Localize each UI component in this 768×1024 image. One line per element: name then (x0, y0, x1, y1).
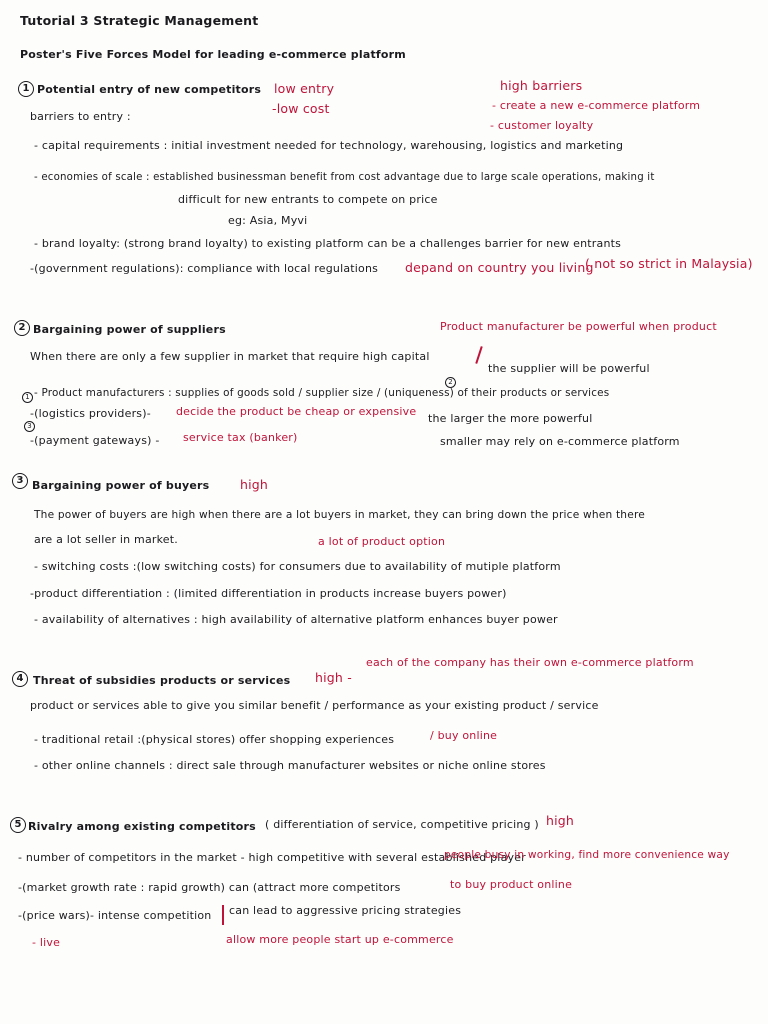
section-4-rating: high - (315, 670, 352, 685)
note-start-up: allow more people start up e-commerce (226, 933, 454, 946)
list-item: - capital requirements : initial investment needed for technology, warehousing, logistics and marketing (34, 139, 624, 152)
note-product-option: a lot of product option (318, 535, 446, 548)
list-item: - Product manufacturers : supplies of goods sold / supplier size / (uniqueness) of their products or services (34, 387, 610, 399)
section-5-heading-detail: ( differentiation of service, competitive pricing ) (265, 818, 539, 831)
section-number-4: 4 (12, 671, 28, 687)
list-item: - traditional retail :(physical stores) offer shopping experiences (34, 733, 395, 746)
note-low-cost: -low cost (272, 101, 330, 116)
note-cheap-expensive: decide the product be cheap or expensive (176, 405, 417, 418)
section-5-heading: Rivalry among existing competitors (28, 820, 256, 833)
marker-2: 2 (445, 377, 456, 388)
note-buy-online: / buy online (430, 729, 498, 742)
marker-1: 1 (22, 392, 33, 403)
paragraph-continued: are a lot seller in market. (34, 533, 178, 546)
section-3-heading: Bargaining power of buyers (32, 479, 210, 492)
section-5-rating: high (546, 813, 575, 828)
list-item: - live (32, 936, 61, 949)
section-3-rating: high (240, 477, 269, 492)
list-item-continued: can lead to aggressive pricing strategies (229, 904, 462, 917)
section-number-2: 2 (14, 320, 30, 336)
list-item: - availability of alternatives : high availability of alternative platform enhances buyer power (34, 613, 558, 626)
page-title: Tutorial 3 Strategic Management (20, 13, 259, 28)
note-buy-product-online: to buy product online (450, 878, 573, 891)
section-number-1: 1 (18, 81, 34, 97)
paragraph: The power of buyers are high when there are a lot buyers in market, they can bring down the price when there (34, 509, 645, 521)
note-high-barriers: high barriers (500, 78, 583, 93)
list-item: -(government regulations): compliance with local regulations (30, 262, 379, 275)
list-item: -(market growth rate : rapid growth) can (attract more competitors (18, 881, 401, 894)
section-number-5: 5 (10, 817, 26, 833)
divider-mark (222, 905, 224, 925)
barriers-intro: barriers to entry : (30, 110, 131, 123)
list-item: -(price wars)- intense competition (18, 909, 212, 922)
page-subtitle: Poster's Five Forces Model for leading e-commerce platform (20, 48, 406, 61)
list-item: - brand loyalty: (strong brand loyalty) to existing platform can be a challenges barrier for new entrants (34, 237, 622, 250)
section-number-3: 3 (12, 473, 28, 489)
list-item-continued: difficult for new entrants to compete on price (178, 193, 438, 206)
note-service-tax: service tax (banker) (183, 431, 298, 444)
list-item: -(payment gateways) - (30, 434, 160, 447)
note-not-strict-malaysia: ( not so strict in Malaysia) (585, 256, 753, 271)
list-item: - number of competitors in the market - high competitive with several established player (18, 851, 526, 864)
note-customer-loyalty: - customer loyalty (490, 119, 594, 132)
list-item: - economies of scale : established businessman benefit from cost advantage due to large scale operations, making it (34, 172, 655, 183)
note-low-entry: low entry (274, 81, 335, 96)
section-4-heading: Threat of subsidies products or services (33, 674, 291, 687)
note-own-platform: each of the company has their own e-commerce platform (366, 656, 694, 669)
note-convenience: people busy in working, find more convenience way (444, 849, 730, 861)
note-depends-country: depand on country you living (405, 260, 594, 275)
marker-3: 3 (24, 421, 35, 432)
list-item: - switching costs :(low switching costs) for consumers due to availability of mutiple platform (34, 560, 561, 573)
suppliers-line-continued: the supplier will be powerful (488, 362, 650, 375)
note-create-platform: - create a new e-commerce platform (492, 99, 701, 112)
section-1-heading: Potential entry of new competitors (37, 83, 262, 96)
note-manufacturer-powerful: Product manufacturer be powerful when product (440, 320, 717, 333)
suppliers-line: When there are only a few supplier in market that require high capital (30, 350, 430, 363)
list-item: -(logistics providers)- (30, 407, 151, 420)
paragraph: product or services able to give you similar benefit / performance as your existing product / service (30, 699, 599, 712)
list-item-example: eg: Asia, Myvi (228, 214, 308, 227)
note-larger-powerful: the larger the more powerful (428, 412, 593, 425)
note-smaller-rely: smaller may rely on e-commerce platform (440, 435, 680, 448)
section-2-heading: Bargaining power of suppliers (33, 323, 226, 336)
list-item: - other online channels : direct sale through manufacturer websites or niche online stores (34, 759, 546, 772)
list-item: -product differentiation : (limited differentiation in products increase buyers power) (30, 587, 507, 600)
divider-mark (475, 346, 482, 364)
